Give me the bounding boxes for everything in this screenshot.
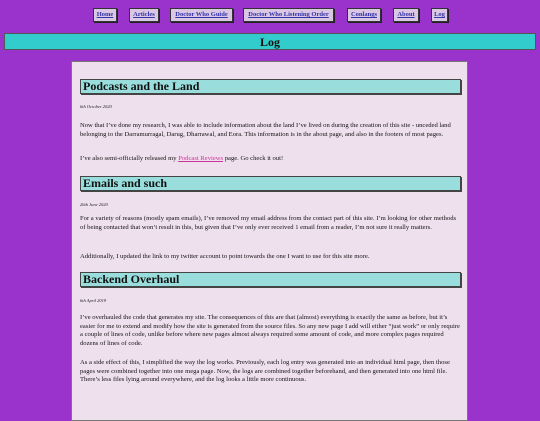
- page-title-banner: Log: [4, 33, 536, 50]
- nav-doctor-who-guide-link[interactable]: Doctor Who Guide: [170, 8, 233, 22]
- nav-articles-link[interactable]: Articles: [129, 8, 159, 22]
- post-date: 6th April 2019: [80, 298, 107, 303]
- post-paragraph: As a side effect of this, I simplified the way the log works. Previously, each log entry was generated into an individual html page, then those pages were combined together into one mega page. Now, the logs are combined together beforehand, and then generated into one html file. There’s less files lying around everywhere, and the log looks a little more continuous.: [80, 359, 450, 384]
- post-date: 26th June 2020: [80, 202, 108, 207]
- post-paragraph: Now that I’ve done my research, I was able to include information about the land I’ve lived on during the creation of this site - unceded land belonging to the Darramurragal, Darug, Dharrawal, and Eora. This information is in the about page, and also in the footers of most pages.: [80, 122, 451, 138]
- post-paragraph: For a variety of reasons (mostly spam emails), I’ve removed my email address from the contact part of this site. I’m looking for other methods of being contacted that won’t result in this, but given that I’ve only ever received 1 email from a reader, I’m not sure it really matters.: [80, 215, 457, 231]
- top-nav: [0, 8, 540, 22]
- log-content: [71, 61, 468, 421]
- post-title: Backend Overhaul: [80, 272, 461, 287]
- post-text: I’ve also semi-officially released my: [80, 155, 179, 162]
- post-paragraph: [80, 155, 460, 164]
- nav-home-link[interactable]: Home: [93, 8, 117, 22]
- post-paragraph: I’ve overhauled the code that generates my site. The consequences of this are that (almost) everything is exactly the same as before, but it’s easier for me to extend and modify how the site is generated from the source files. So any new page I add will either “just work” or only require a couple of lines of code, unlike before where new pages almost always required some amount of code, and more complex pages required dozens of lines of code.: [80, 314, 460, 347]
- nav-conlangs-link[interactable]: Conlangs: [347, 8, 381, 22]
- nav-listening-order-link[interactable]: Doctor Who Listening Order: [243, 8, 334, 22]
- post-title: Podcasts and the Land: [80, 79, 461, 94]
- podcast-reviews-link[interactable]: Podcast Reviews: [178, 155, 224, 162]
- post-text: page. Go check it out!: [223, 155, 284, 162]
- post-paragraph: Additionally, I updated the link to my twitter account to point towards the one I want to use for this site more.: [80, 253, 370, 260]
- nav-log-link[interactable]: Log: [431, 8, 448, 22]
- nav-about-link[interactable]: About: [393, 8, 419, 22]
- post-date: 6th October 2020: [80, 104, 112, 109]
- post-title: Emails and such: [80, 176, 461, 191]
